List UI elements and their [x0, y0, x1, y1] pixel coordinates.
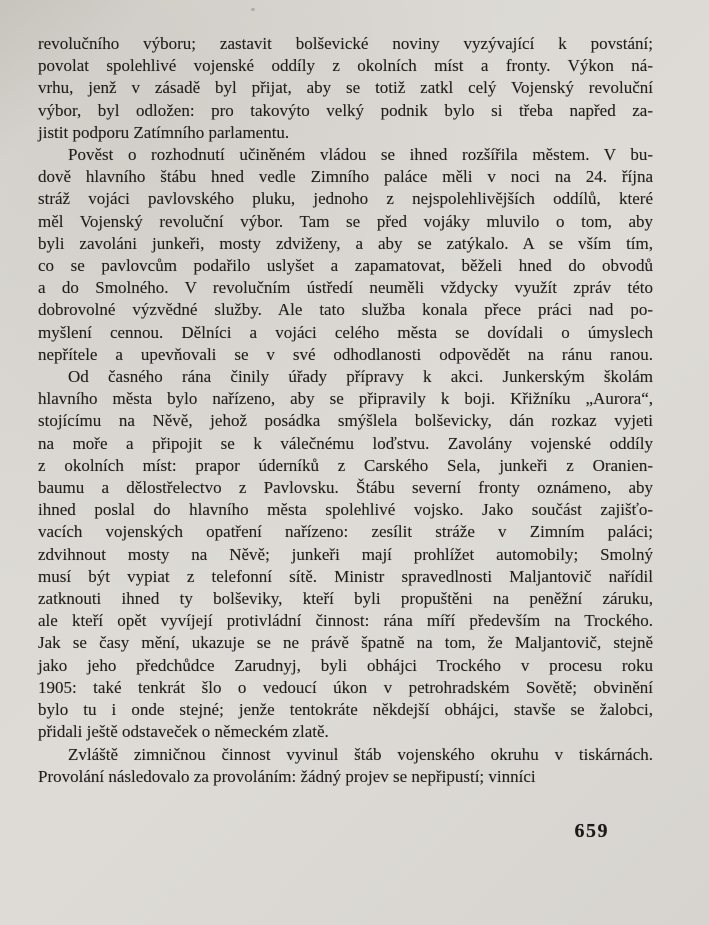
text-line: byli zavoláni junkeři, mosty zdviženy, a aby se zatýkalo. A se vším tím,	[38, 233, 653, 253]
paragraph	[38, 144, 653, 366]
scan-speck	[251, 8, 255, 11]
text-line: měl Vojenský revoluční výbor. Tam se před vojáky mluvilo o tom, aby	[38, 211, 653, 231]
text-line: ale kteří opět vyvíjejí protivládní činnost: rána míří především na Trockého.	[38, 611, 653, 631]
text-line: výbor, byl odložen: pro takovýto velký podnik bylo si třeba napřed za-	[38, 100, 653, 120]
paragraph	[38, 744, 653, 788]
text-line: myšlení cennou. Dělníci a vojáci celého města se dovídali o úmyslech	[38, 322, 653, 342]
text-line: jako jeho předchůdce Zarudnyj, byli obhájci Trockého v procesu roku	[38, 655, 653, 675]
text-line: povolat spolehlivé vojenské oddíly z okolních míst a fronty. Výkon ná-	[38, 56, 653, 76]
text-line: jistit podporu Zatímního parlamentu.	[38, 122, 290, 142]
text-line: hlavního města bylo nařízeno, aby se připravily k boji. Křižníku „Aurora“,	[38, 389, 653, 409]
text-line: 1905: také tenkrát šlo o vedoucí úkon v petrohradském Sovětě; obvinění	[38, 677, 653, 697]
text-line: zatknouti ihned ty bolševiky, kteří byli propuštěni na peněžní záruku,	[38, 589, 653, 609]
text-line: Provolání následovalo za provoláním: žádný projev se nepřipustí; vinníci	[38, 766, 536, 786]
text-line: stráž vojáci pavlovského pluku, jednoho z nejspolehlivějších oddílů, které	[38, 189, 653, 209]
text-line: vrhu, jenž v zásadě byl přijat, aby se totiž zatkl celý Vojenský revoluční	[38, 78, 653, 98]
text-line: bylo tu i onde stejné; jenže tentokráte někdejší obhájci, stavše se žalobci,	[38, 700, 653, 720]
text-line: Jak se časy mění, ukazuje se ne právě špatně na tom, že Maljantovič, stejně	[38, 633, 653, 653]
text-line: dově hlavního štábu hned vedle Zimního paláce měli v noci na 24. října	[38, 167, 653, 187]
text-block	[38, 33, 653, 788]
text-line: a do Smolného. V revolučním ústředí neuměli vždycky využít zpráv této	[38, 278, 653, 298]
text-line: stojícímu na Něvě, jehož posádka smýšlela bolševicky, dán rozkaz vyjeti	[38, 411, 653, 431]
text-line: musí být vypiat z telefonní sítě. Ministr spravedlnosti Maljantovič nařídil	[38, 566, 653, 586]
text-line: Pověst o rozhodnutí učiněném vládou se ihned rozšířila městem. V bu-	[68, 145, 653, 165]
text-line: zdvihnout mosty na Něvě; junkeři mají prohlížet automobily; Smolný	[38, 544, 653, 564]
text-line: z okolních míst: prapor úderníků z Carského Sela, junkeři z Oranien-	[38, 455, 653, 475]
text-line: vacích vojenských opatření nařízeno: zesílit stráže v Zimním paláci;	[38, 522, 653, 542]
text-line: baumu a dělostřelectvo z Pavlovsku. Štábu severní fronty oznámeno, aby	[38, 478, 653, 498]
text-line: Zvláště zimničnou činnost vyvinul štáb vojenského okruhu v tiskárnách.	[68, 744, 653, 764]
page-number: 659	[574, 820, 609, 842]
text-line: nepřítele a upevňovali se v své odhodlanosti odpovědět na ránu ranou.	[38, 344, 653, 364]
text-line: revolučního výboru; zastavit bolševické noviny vyzývající k povstání;	[38, 34, 653, 53]
text-line: na moře a připojit se k válečnému loďstvu. Zavolány vojenské oddíly	[38, 433, 653, 453]
text-line: Od časného rána činily úřady přípravy k akci. Junkerským školám	[68, 367, 653, 387]
paragraph	[38, 33, 653, 144]
text-line: ihned poslal do hlavního města spolehlivé vojsko. Jako součást zajišťo-	[38, 500, 653, 520]
text-line: co se pavlovcům podařilo uslyšet a zapamatovat, běželi hned do obvodů	[38, 256, 653, 276]
paragraph	[38, 366, 653, 743]
text-line: přidali ještě odstaveček o německém zlatě.	[38, 722, 329, 742]
text-line: dobrovolné výzvědné služby. Ale tato služba konala přece práci nad po-	[38, 300, 653, 320]
